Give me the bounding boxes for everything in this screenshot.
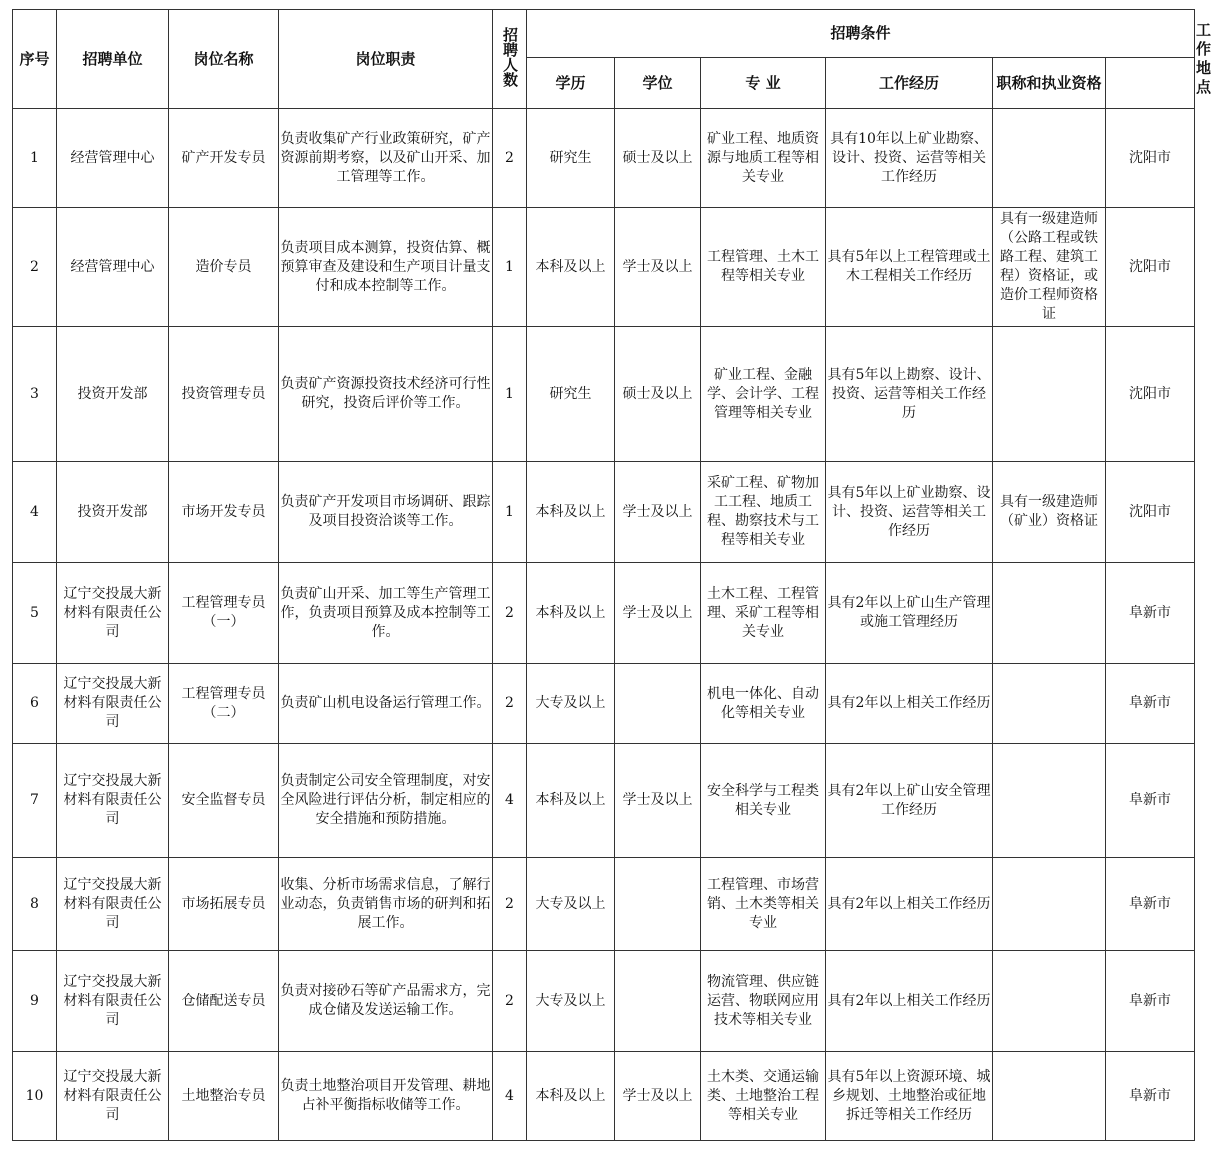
cell-major: 矿业工程、金融学、会计学、工程管理等相关专业 — [701, 327, 826, 462]
cell-duty: 负责对接砂石等矿产品需求方，完成仓储及发送运输工作。 — [279, 951, 493, 1052]
cell-education: 本科及以上 — [527, 1052, 615, 1141]
cell-title-qual — [993, 664, 1106, 744]
cell-degree: 硕士及以上 — [615, 327, 701, 462]
cell-position: 仓储配送专员 — [169, 951, 279, 1052]
cell-seq: 6 — [13, 664, 57, 744]
cell-duty: 负责矿产资源投资技术经济可行性研究，投资后评价等工作。 — [279, 327, 493, 462]
cell-education: 研究生 — [527, 109, 615, 208]
cell-unit: 辽宁交投晟大新材料有限责任公司 — [57, 744, 169, 858]
cell-degree: 学士及以上 — [615, 744, 701, 858]
cell-experience: 具有2年以上矿山生产管理或施工管理经历 — [826, 563, 993, 664]
cell-count: 4 — [493, 1052, 527, 1141]
cell-duty: 负责收集矿产行业政策研究，矿产资源前期考察，以及矿山开采、加工管理等工作。 — [279, 109, 493, 208]
cell-unit: 经营管理中心 — [57, 208, 169, 327]
header-count: 招聘人数 — [493, 10, 527, 109]
header-experience: 工作经历 — [826, 58, 993, 109]
table-row — [13, 858, 1195, 951]
cell-count: 2 — [493, 109, 527, 208]
cell-location: 阜新市 — [1106, 858, 1195, 951]
cell-degree — [615, 951, 701, 1052]
cell-unit: 辽宁交投晟大新材料有限责任公司 — [57, 858, 169, 951]
cell-major: 矿业工程、地质资源与地质工程等相关专业 — [701, 109, 826, 208]
cell-degree — [615, 664, 701, 744]
table-row — [13, 462, 1195, 563]
cell-position: 土地整治专员 — [169, 1052, 279, 1141]
cell-experience: 具有2年以上相关工作经历 — [826, 664, 993, 744]
cell-degree: 硕士及以上 — [615, 109, 701, 208]
cell-location: 阜新市 — [1106, 744, 1195, 858]
cell-major: 物流管理、供应链运营、物联网应用技术等相关专业 — [701, 951, 826, 1052]
cell-location: 阜新市 — [1106, 664, 1195, 744]
cell-seq: 1 — [13, 109, 57, 208]
cell-education: 大专及以上 — [527, 664, 615, 744]
cell-experience: 具有2年以上相关工作经历 — [826, 951, 993, 1052]
recruitment-table: 序号 招聘单位 岗位名称 岗位职责 招聘人数 招聘条件 工作地点 学历 学位 专 业 工作经历 职称和执业资格 1 经营管理中心 矿产开发专员 负责收集矿产行业政策研究，矿产资源前期考察，以及矿山开采、加工管理等工作。 2 研究生 硕士及以上 矿业工程、地质资源与地质工程等相关专业 具有10年以上矿业勘察、设计、投资、运营等相关工作经历 沈阳市 2 经营管理中心 造价专员 负责项目成本测算，投资估算、概预算审查及建设和生产项目计量支付和成本控制等工作。 1 本科及以上 学士及以上 工程管理、土木工程等相关专业 具有5年以上工程管理或土木工程相关工作经历 具有一级建造师（公路工程或铁路工程、建筑工程）资格证，或造价工程师资格证 沈阳市 3 投资开发部 投资管理专员 负责矿产资源投资技术经济可行性研究，投资后评价等工作。 1 研究生 硕士及以上 矿业工程、金融学、会计学、工程管理等相关专业 具有5年以上勘察、设计、投资、运营等相关工作经历 沈阳市 4 投资开发部 市场开发专员 负责矿产开发项目市场调研、跟踪及项目投资洽谈等工作。 1 本科及以上 学士及以上 采矿工程、矿物加工工程、地质工程、勘察技术与工程等相关专业 具有5年以上矿业勘察、设计、投资、运营等相关工作经历 具有一级建造师（矿业）资格证 沈阳市 5 辽宁交投晟大新材料有限责任公司 工程管理专员（一） 负责矿山开采、加工等生产管理工作，负责项目预算及成本控制等工作。 2 本科及以上 学士及以上 土木工程、工程管理、采矿工程等相关专业 具有2年以上矿山生产管理或施工管理经历 阜新市 6 辽宁交投晟大新材料有限责任公司 工程管理专员（二） 负责矿山机电设备运行管理工作。 2 大专及以上 机电一体化、自动化等相关专业 具有2年以上相关工作经历 阜新市 7 辽宁交投晟大新材料有限责任公司 安全监督专员 负责制定公司安全管理制度，对安全风险进行评估分析，制定相应的安全措施和预防措施。 4 本科及以上 学士及以上 安全科学与工程类相关专业 具有2年以上矿山安全管理工作经历 阜新市 8 辽宁交投晟大新材料有限责任公司 市场拓展专员 收集、分析市场需求信息，了解行业动态，负责销售市场的研判和拓展工作。 2 大专及以上 工程管理、市场营销、土木类等相关专业 具有2年以上相关工作经历 阜新市 9 辽宁交投晟大新材料有限责任公司 仓储配送专员 负责对接砂石等矿产品需求方，完成仓储及发送运输工作。 2 大专及以上 物流管理、供应链运营、物联网应用技术等相关专业 具有2年以上相关工作经历 阜新市 10 辽宁交投晟大新材料有限责任公司 土地整治专员 负责土地整治项目开发管理、耕地占补平衡指标收储等工作。 4 本科及以上 学士及以上 土木类、交通运输类、土地整治工程等相关专业 具有5年以上资源环境、城乡规划、土地整治或征地拆迁等相关工作经历 阜新市 — [12, 9, 1195, 1141]
cell-title-qual — [993, 327, 1106, 462]
cell-experience: 具有5年以上工程管理或土木工程相关工作经历 — [826, 208, 993, 327]
cell-count: 4 — [493, 744, 527, 858]
cell-location: 沈阳市 — [1106, 109, 1195, 208]
cell-count: 2 — [493, 858, 527, 951]
cell-education: 本科及以上 — [527, 563, 615, 664]
table-row — [13, 563, 1195, 664]
header-unit: 招聘单位 — [57, 10, 169, 109]
cell-education: 研究生 — [527, 327, 615, 462]
cell-unit: 投资开发部 — [57, 462, 169, 563]
cell-degree — [615, 858, 701, 951]
cell-location: 沈阳市 — [1106, 462, 1195, 563]
cell-experience: 具有2年以上矿山安全管理工作经历 — [826, 744, 993, 858]
cell-experience: 具有5年以上勘察、设计、投资、运营等相关工作经历 — [826, 327, 993, 462]
table-row — [13, 1052, 1195, 1141]
cell-title-qual — [993, 563, 1106, 664]
cell-position: 工程管理专员（一） — [169, 563, 279, 664]
cell-title-qual: 具有一级建造师（公路工程或铁路工程、建筑工程）资格证，或造价工程师资格证 — [993, 208, 1106, 327]
cell-count: 1 — [493, 327, 527, 462]
cell-unit: 辽宁交投晟大新材料有限责任公司 — [57, 1052, 169, 1141]
cell-duty: 负责制定公司安全管理制度，对安全风险进行评估分析，制定相应的安全措施和预防措施。 — [279, 744, 493, 858]
cell-location: 沈阳市 — [1106, 327, 1195, 462]
header-seq: 序号 — [13, 10, 57, 109]
table-row — [13, 951, 1195, 1052]
cell-unit: 经营管理中心 — [57, 109, 169, 208]
cell-seq: 9 — [13, 951, 57, 1052]
header-major: 专 业 — [701, 58, 826, 109]
cell-unit: 辽宁交投晟大新材料有限责任公司 — [57, 951, 169, 1052]
cell-location: 阜新市 — [1106, 951, 1195, 1052]
cell-duty: 负责项目成本测算，投资估算、概预算审查及建设和生产项目计量支付和成本控制等工作。 — [279, 208, 493, 327]
table-body — [13, 109, 1195, 1141]
cell-title-qual — [993, 858, 1106, 951]
cell-title-qual — [993, 744, 1106, 858]
header-education: 学历 — [527, 58, 615, 109]
cell-location: 阜新市 — [1106, 1052, 1195, 1141]
header-conditions: 招聘条件 — [527, 10, 1195, 58]
cell-unit: 投资开发部 — [57, 327, 169, 462]
cell-count: 2 — [493, 563, 527, 664]
cell-degree: 学士及以上 — [615, 462, 701, 563]
header-degree: 学位 — [615, 58, 701, 109]
cell-major: 土木工程、工程管理、采矿工程等相关专业 — [701, 563, 826, 664]
cell-location: 阜新市 — [1106, 563, 1195, 664]
cell-duty: 负责土地整治项目开发管理、耕地占补平衡指标收储等工作。 — [279, 1052, 493, 1141]
cell-education: 本科及以上 — [527, 462, 615, 563]
cell-experience: 具有5年以上资源环境、城乡规划、土地整治或征地拆迁等相关工作经历 — [826, 1052, 993, 1141]
cell-degree: 学士及以上 — [615, 563, 701, 664]
cell-title-qual — [993, 1052, 1106, 1141]
cell-major: 土木类、交通运输类、土地整治工程等相关专业 — [701, 1052, 826, 1141]
cell-seq: 2 — [13, 208, 57, 327]
table-row — [13, 664, 1195, 744]
cell-count: 1 — [493, 208, 527, 327]
cell-duty: 负责矿产开发项目市场调研、跟踪及项目投资洽谈等工作。 — [279, 462, 493, 563]
header-title-qual: 职称和执业资格 — [993, 58, 1106, 109]
cell-position: 造价专员 — [169, 208, 279, 327]
cell-position: 投资管理专员 — [169, 327, 279, 462]
cell-degree: 学士及以上 — [615, 1052, 701, 1141]
cell-experience: 具有5年以上矿业勘察、设计、投资、运营等相关工作经历 — [826, 462, 993, 563]
cell-major: 工程管理、土木工程等相关专业 — [701, 208, 826, 327]
cell-major: 采矿工程、矿物加工工程、地质工程、勘察技术与工程等相关专业 — [701, 462, 826, 563]
cell-unit: 辽宁交投晟大新材料有限责任公司 — [57, 563, 169, 664]
cell-major: 安全科学与工程类相关专业 — [701, 744, 826, 858]
cell-seq: 3 — [13, 327, 57, 462]
cell-unit: 辽宁交投晟大新材料有限责任公司 — [57, 664, 169, 744]
cell-duty: 收集、分析市场需求信息，了解行业动态，负责销售市场的研判和拓展工作。 — [279, 858, 493, 951]
cell-position: 安全监督专员 — [169, 744, 279, 858]
table-row — [13, 208, 1195, 327]
cell-count: 2 — [493, 664, 527, 744]
header-duty: 岗位职责 — [279, 10, 493, 109]
cell-major: 工程管理、市场营销、土木类等相关专业 — [701, 858, 826, 951]
cell-experience: 具有2年以上相关工作经历 — [826, 858, 993, 951]
cell-experience: 具有10年以上矿业勘察、设计、投资、运营等相关工作经历 — [826, 109, 993, 208]
cell-seq: 5 — [13, 563, 57, 664]
cell-position: 工程管理专员（二） — [169, 664, 279, 744]
cell-education: 本科及以上 — [527, 208, 615, 327]
cell-title-qual — [993, 951, 1106, 1052]
cell-education: 大专及以上 — [527, 951, 615, 1052]
cell-location: 沈阳市 — [1106, 208, 1195, 327]
cell-position: 市场拓展专员 — [169, 858, 279, 951]
cell-title-qual: 具有一级建造师（矿业）资格证 — [993, 462, 1106, 563]
cell-position: 市场开发专员 — [169, 462, 279, 563]
cell-count: 2 — [493, 951, 527, 1052]
table-row — [13, 327, 1195, 462]
header-position: 岗位名称 — [169, 10, 279, 109]
cell-education: 大专及以上 — [527, 858, 615, 951]
cell-title-qual — [993, 109, 1106, 208]
table-row — [13, 744, 1195, 858]
cell-duty: 负责矿山开采、加工等生产管理工作，负责项目预算及成本控制等工作。 — [279, 563, 493, 664]
cell-seq: 10 — [13, 1052, 57, 1141]
cell-seq: 7 — [13, 744, 57, 858]
cell-degree: 学士及以上 — [615, 208, 701, 327]
cell-seq: 8 — [13, 858, 57, 951]
cell-position: 矿产开发专员 — [169, 109, 279, 208]
cell-education: 本科及以上 — [527, 744, 615, 858]
cell-duty: 负责矿山机电设备运行管理工作。 — [279, 664, 493, 744]
cell-major: 机电一体化、自动化等相关专业 — [701, 664, 826, 744]
cell-seq: 4 — [13, 462, 57, 563]
cell-count: 1 — [493, 462, 527, 563]
table-row — [13, 109, 1195, 208]
